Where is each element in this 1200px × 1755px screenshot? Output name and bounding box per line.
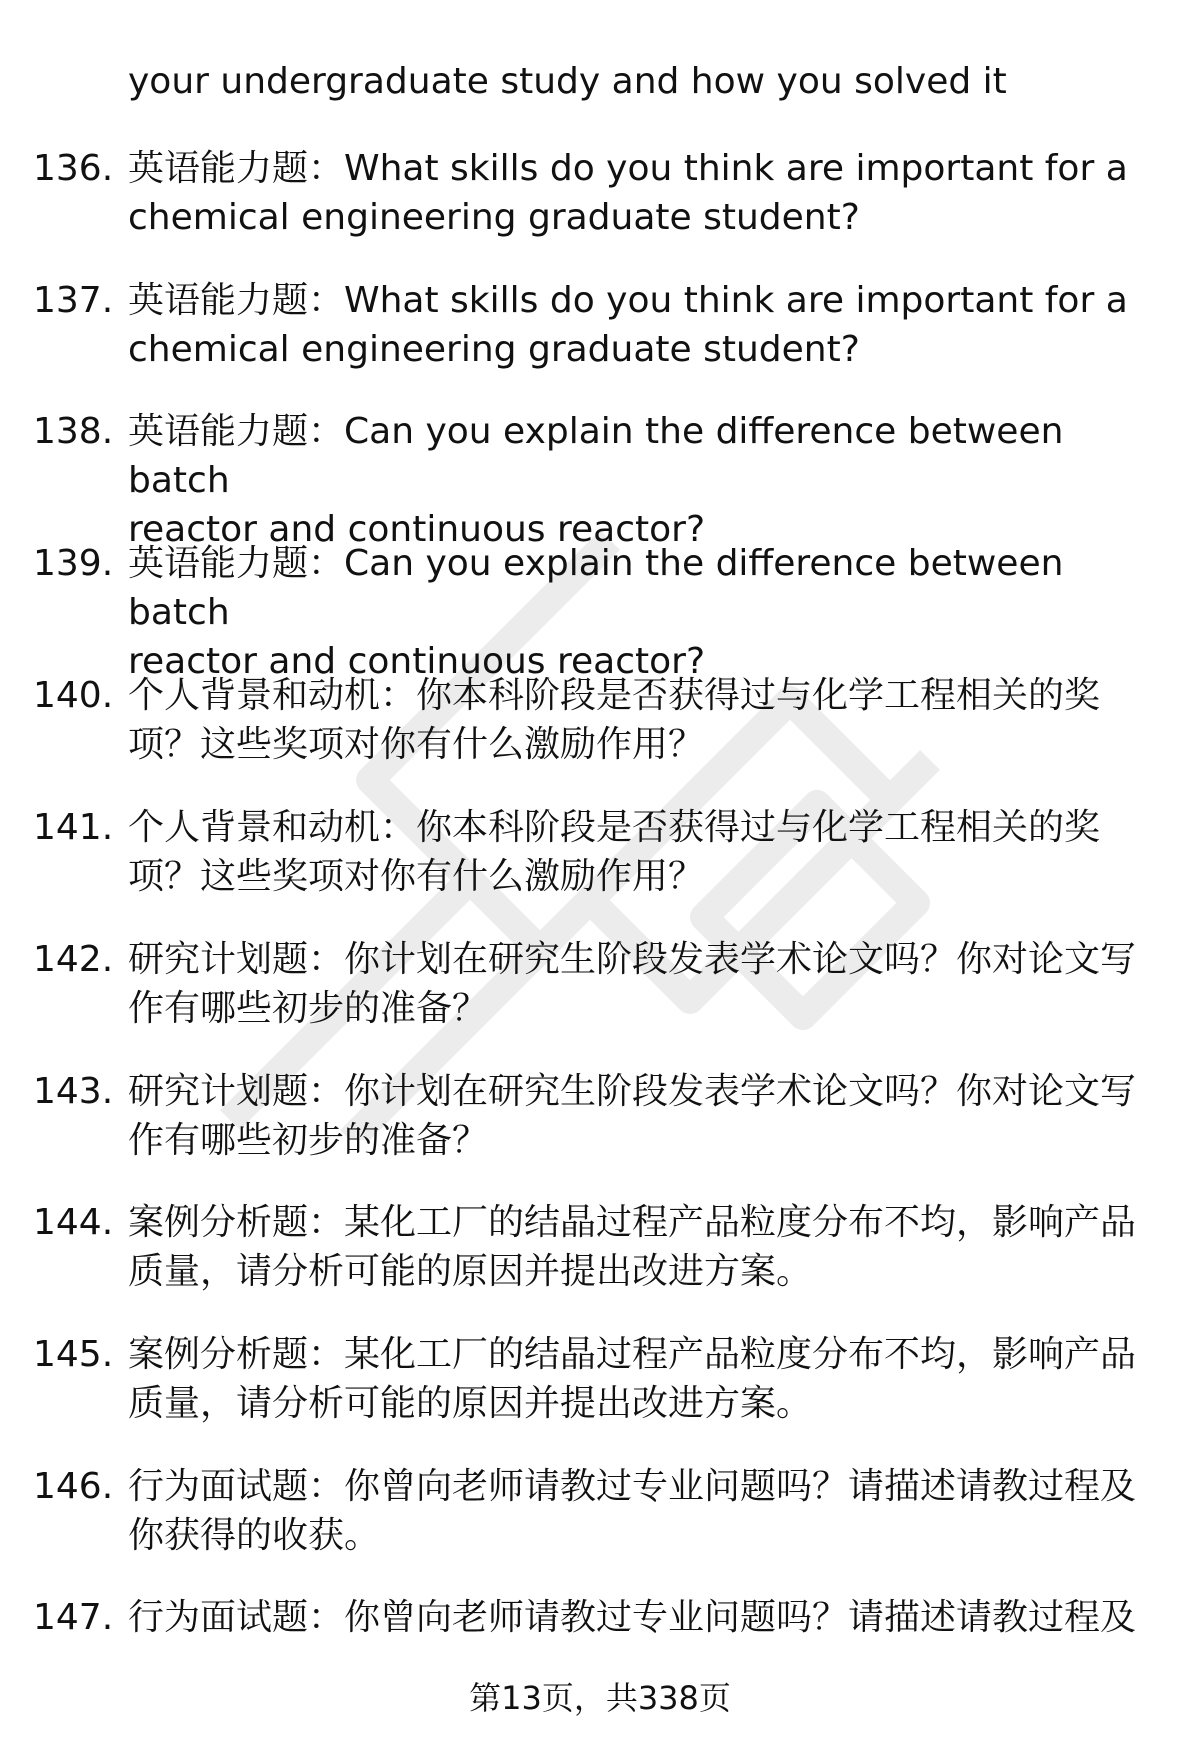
question-text: 英语能力题：Can you explain the difference between batch reactor and continuous reactor? (128, 411, 1064, 550)
question-number: 144. (33, 1202, 114, 1243)
question-text: 英语能力题：What skills do you think are important for a chemical engineering graduate student? (128, 280, 1128, 370)
question-text: 行为面试题：你曾向老师请教过专业问题吗？请描述请教过程及 (128, 1597, 1137, 1638)
question-number: 141. (33, 807, 114, 848)
question-number: 136. (33, 148, 114, 189)
question-text: 行为面试题：你曾向老师请教过专业问题吗？请描述请教过程及 你获得的收获。 (128, 1466, 1137, 1556)
question-number: 142. (33, 939, 114, 980)
question-number: 146. (33, 1466, 114, 1507)
page-footer: 第13页，共338页 (469, 1679, 731, 1717)
question-number: 139. (33, 543, 114, 584)
question-text: 英语能力题：Can you explain the difference between batch reactor and continuous reactor? (128, 543, 1064, 682)
question-number: 143. (33, 1071, 114, 1112)
question-number: 147. (33, 1597, 114, 1638)
question-number: 138. (33, 411, 114, 452)
question-number: 145. (33, 1334, 114, 1375)
question-text: 英语能力题：What skills do you think are important for a chemical engineering graduate student? (128, 148, 1128, 238)
question-number: 140. (33, 675, 114, 716)
question-text: 研究计划题：你计划在研究生阶段发表学术论文吗？你对论文写 作有哪些初步的准备？ (128, 1071, 1137, 1161)
question-text: 案例分析题：某化工厂的结晶过程产品粒度分布不均，影响产品 质量，请分析可能的原因并提出改进方案。 (128, 1202, 1137, 1292)
question-text: 个人背景和动机：你本科阶段是否获得过与化学工程相关的奖 项？这些奖项对你有什么激励作用？ (128, 807, 1101, 897)
question-number: 137. (33, 280, 114, 321)
question-text: 案例分析题：某化工厂的结晶过程产品粒度分布不均，影响产品 质量，请分析可能的原因并提出改进方案。 (128, 1334, 1137, 1424)
question-text: 个人背景和动机：你本科阶段是否获得过与化学工程相关的奖 项？这些奖项对你有什么激励作用？ (128, 675, 1101, 765)
continuation-line: your undergraduate study and how you solved it (128, 61, 1007, 102)
question-text: 研究计划题：你计划在研究生阶段发表学术论文吗？你对论文写 作有哪些初步的准备？ (128, 939, 1137, 1029)
